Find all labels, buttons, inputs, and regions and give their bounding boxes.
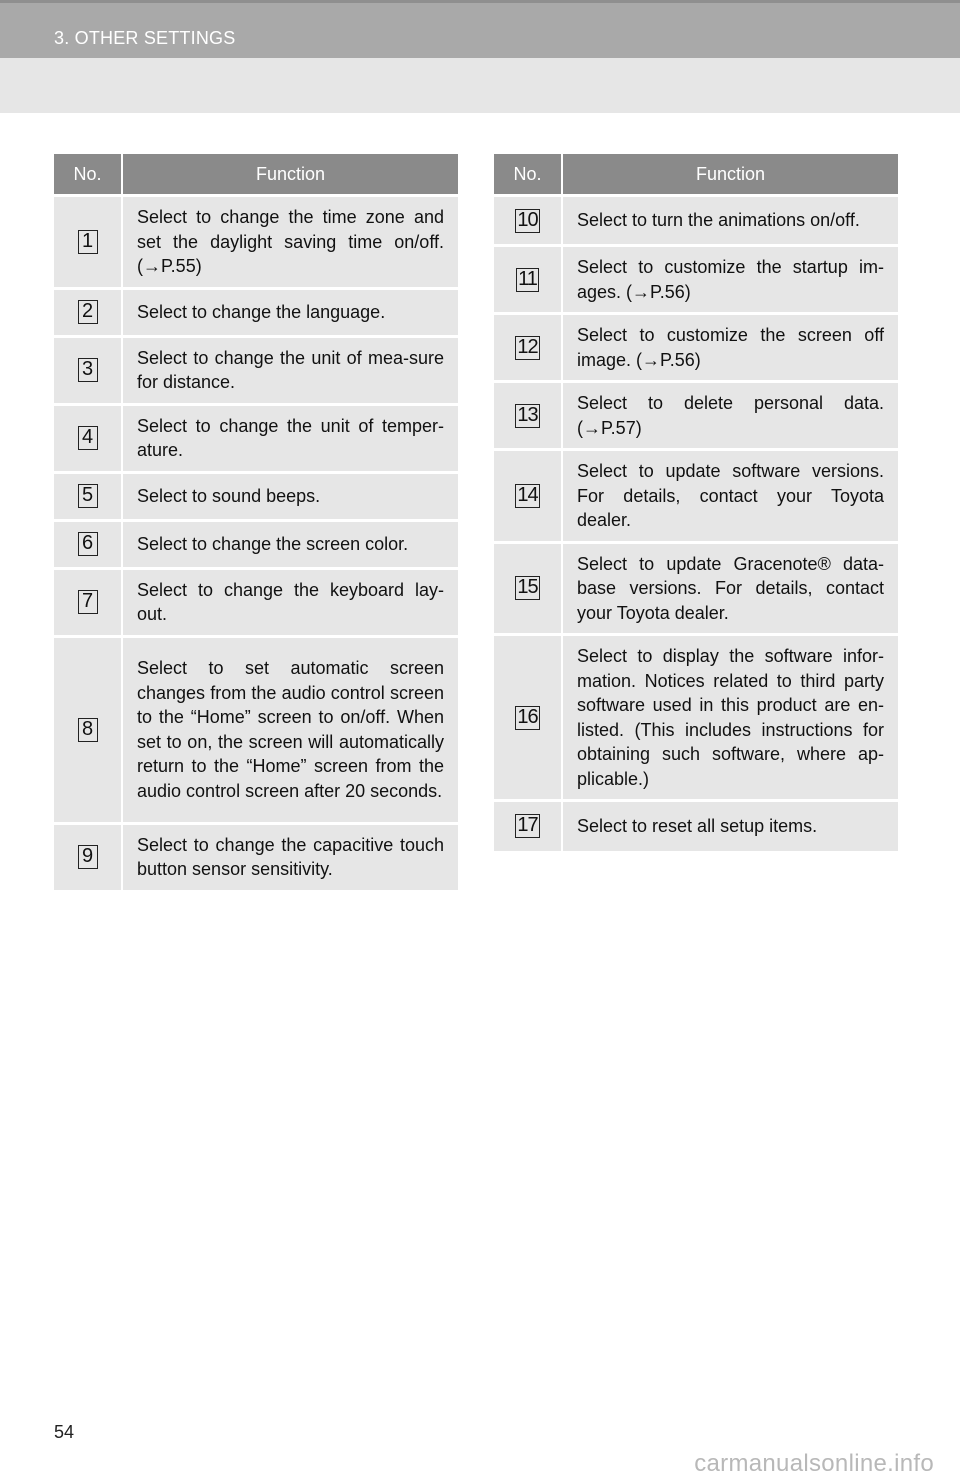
function-table-right	[494, 154, 898, 851]
table-row	[494, 314, 898, 382]
table-row	[54, 336, 458, 404]
table-row	[494, 246, 898, 314]
page-number: 54	[54, 1422, 75, 1442]
function-description: Select to change the capacitive touch button sensor sensitivity.	[122, 823, 458, 890]
function-description: Select to update Gracenote® data-base versions. For details, contact your Toyota dealer.	[562, 542, 898, 635]
item-number-badge: 8	[78, 718, 98, 742]
item-number-badge: 15	[517, 576, 538, 599]
table-row	[54, 823, 458, 890]
function-description: Select to update software versions. For details, contact your Toyota dealer.	[562, 450, 898, 543]
item-number-badge: 7	[78, 590, 98, 614]
item-number-badge: 4	[78, 426, 98, 450]
table-row	[54, 196, 458, 289]
item-number-badge: 9	[78, 845, 98, 869]
column-header-no: No.	[54, 154, 122, 196]
column-header-function: Function	[562, 154, 898, 196]
function-description: Select to sound beeps.	[122, 472, 458, 520]
watermark: carmanualsonline.info	[694, 1450, 934, 1477]
item-number-badge: 16	[517, 705, 538, 728]
function-description: Select to change the time zone and set the daylight saving time on/off. (→P.55)	[122, 196, 458, 289]
column-header-function: Function	[122, 154, 458, 196]
item-number-badge: 14	[517, 483, 538, 506]
table-row	[494, 801, 898, 851]
table-row	[54, 568, 458, 636]
function-description: Select to reset all setup items.	[562, 801, 898, 851]
function-description: Select to delete personal data. (→P.57)	[562, 382, 898, 450]
item-number-badge: 5	[78, 484, 98, 508]
function-table-left	[54, 154, 458, 890]
table-row	[54, 404, 458, 472]
item-number-badge: 13	[517, 403, 538, 426]
section-title: 3. OTHER SETTINGS	[54, 28, 236, 48]
table-row	[54, 288, 458, 336]
table-row	[494, 635, 898, 801]
table-row	[54, 636, 458, 823]
table-row	[494, 196, 898, 246]
table-row	[54, 520, 458, 568]
header-band	[0, 58, 960, 113]
function-description: Select to customize the startup im-ages. (→P.56)	[562, 246, 898, 314]
item-number-badge: 10	[517, 208, 538, 231]
item-number-badge: 12	[517, 335, 538, 358]
table-row	[494, 450, 898, 543]
function-description: Select to customize the screen off image. (→P.56)	[562, 314, 898, 382]
function-description: Select to change the screen color.	[122, 520, 458, 568]
item-number-badge: 3	[78, 358, 98, 382]
item-number-badge: 11	[518, 267, 537, 290]
item-number-badge: 6	[78, 532, 98, 556]
function-description: Select to turn the animations on/off.	[562, 196, 898, 246]
function-description: Select to change the unit of temper-ature.	[122, 404, 458, 472]
header-bar	[0, 0, 960, 58]
table-header-row	[54, 154, 458, 196]
item-number-badge: 17	[517, 814, 538, 837]
table-row	[494, 382, 898, 450]
table-row	[54, 472, 458, 520]
item-number-badge: 2	[78, 300, 98, 324]
function-description: Select to change the language.	[122, 288, 458, 336]
table-row	[494, 542, 898, 635]
table-header-row	[494, 154, 898, 196]
function-description: Select to change the unit of mea-sure for distance.	[122, 336, 458, 404]
item-number-badge: 1	[78, 230, 98, 254]
function-description: Select to set automatic screen changes from the audio control screen to the “Home” screen to on/off. When set to on, the screen will automatically return to the “Home” screen from the audio control screen after 20 seconds.	[122, 636, 458, 823]
function-description: Select to change the keyboard lay-out.	[122, 568, 458, 636]
function-description: Select to display the software infor-mation. Notices related to third party software used in this product are en-listed. (This includes instructions for obtaining such software, where ap-plicable.)	[562, 635, 898, 801]
column-header-no: No.	[494, 154, 562, 196]
